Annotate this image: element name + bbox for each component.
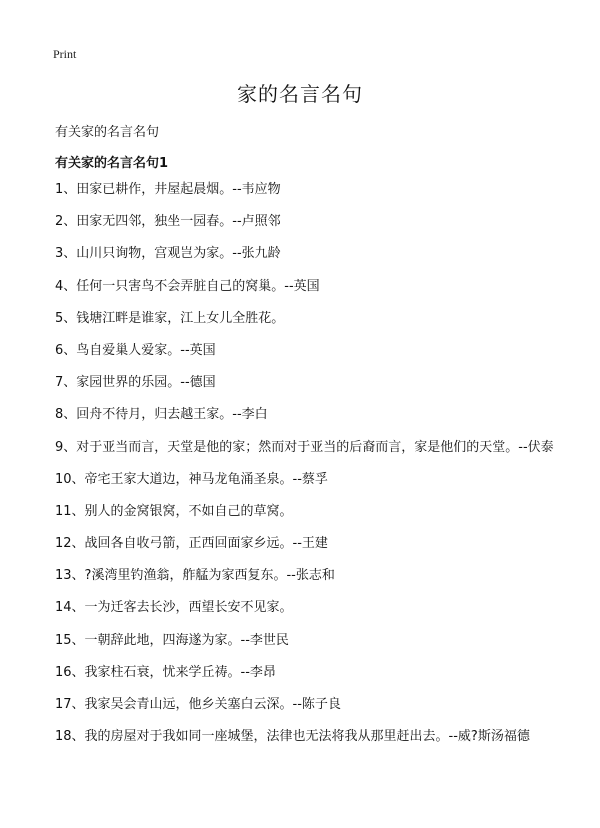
quote-item: 10、帝宅王家大道边，神马龙龟涌圣泉。--蔡孚	[55, 471, 328, 487]
print-link[interactable]: Print	[53, 47, 77, 61]
quote-item: 5、钱塘江畔是谁家，江上女儿全胜花。	[55, 310, 285, 326]
quote-item: 3、山川只询物，宫观岂为家。--张九龄	[55, 246, 281, 262]
quote-item: 17、我家吴会青山远，他乡关塞白云深。--陈子良	[55, 697, 341, 712]
quote-item: 15、一朝辞此地，四海遂为家。--李世民	[55, 632, 289, 648]
quote-item: 2、田家无四邻，独坐一园春。--卢照邻	[55, 214, 281, 230]
quote-item: 11、别人的金窝银窝，不如自己的草窝。	[55, 503, 293, 519]
page-subtitle: 有关家的名言名句	[55, 125, 160, 140]
quote-item: 9、对于亚当而言，天堂是他的家；然而对于亚当的后裔而言，家是他们的天堂。--伏泰	[55, 439, 554, 455]
quote-item: 14、一为迁客去长沙，西望长安不见家。	[55, 600, 293, 616]
quote-item: 1、田家已耕作，井屋起晨烟。--韦应物	[55, 182, 281, 197]
quote-list	[55, 181, 555, 760]
quote-item: 7、家园世界的乐园。--德国	[55, 375, 216, 391]
quote-item: 8、回舟不待月，归去越王家。--李白	[55, 407, 268, 423]
section-heading: 有关家的名言名句1	[55, 156, 169, 171]
quote-item: 16、我家柱石衰，忧来学丘祷。--李昂	[55, 664, 276, 680]
quote-item: 18、我的房屋对于我如同一座城堡，法律也无法将我从那里赶出去。--威?斯汤福德	[55, 729, 530, 745]
quote-item: 13、?溪湾里钓渔翁，舴艋为家西复东。--张志和	[55, 568, 335, 584]
quote-item: 12、战回各自收弓箭，正西回面家乡远。--王建	[55, 536, 328, 552]
quote-item: 4、任何一只害鸟不会弄脏自己的窝巢。--英国	[55, 278, 320, 294]
page-title: 家的名言名句	[237, 82, 363, 106]
quote-item: 6、鸟自爱巢人爱家。--英国	[55, 342, 216, 358]
